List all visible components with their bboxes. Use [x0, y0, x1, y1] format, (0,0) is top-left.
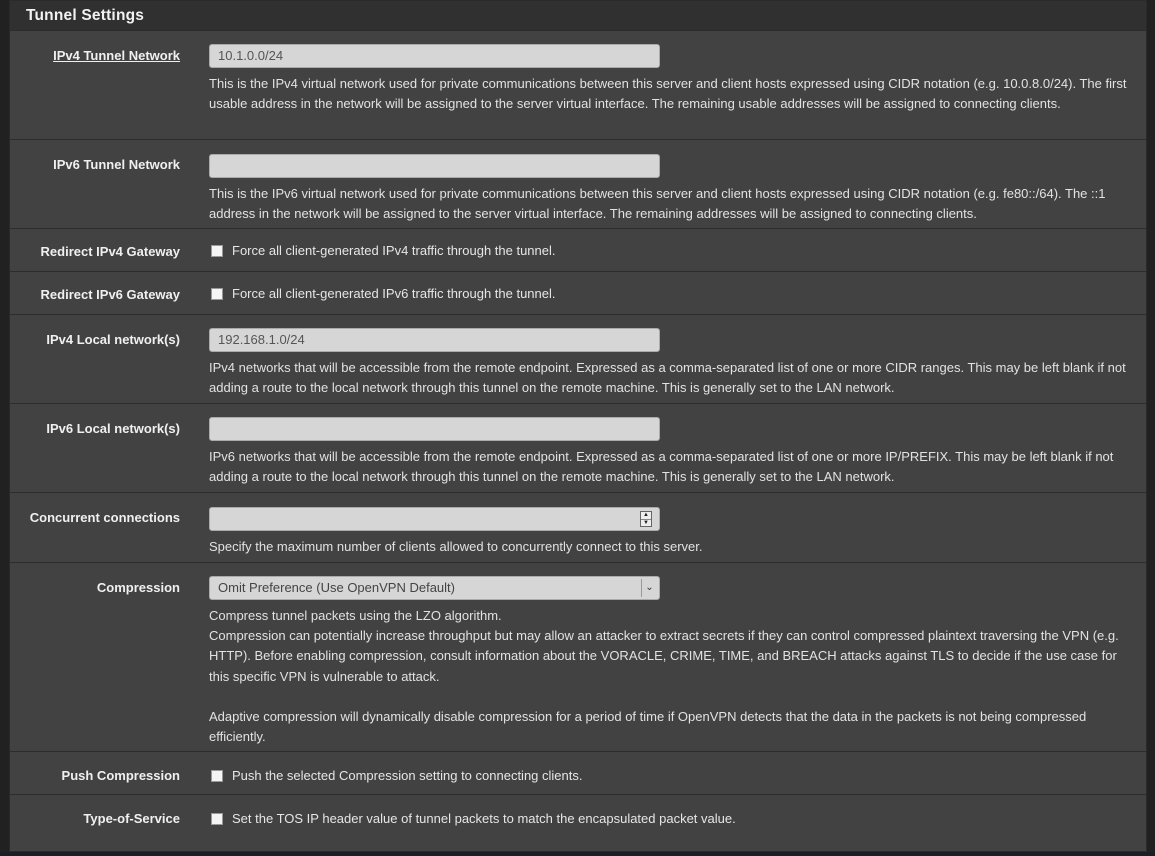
- ipv6-local-networks-input[interactable]: [209, 417, 660, 441]
- concurrent-connections-label: Concurrent connections: [29, 510, 180, 525]
- redirect-ipv4-gateway-checkbox[interactable]: [211, 245, 223, 257]
- ipv6-tunnel-network-label: IPv6 Tunnel Network: [53, 157, 180, 172]
- concurrent-connections-input[interactable]: [209, 507, 660, 531]
- ipv4-tunnel-network-label[interactable]: IPv4 Tunnel Network: [53, 48, 180, 63]
- tunnel-settings-panel: [9, 0, 1147, 852]
- compression-label: Compression: [96, 580, 180, 595]
- bottom-edge: [0, 852, 1155, 856]
- redirect-ipv6-gateway-text: Force all client-generated IPv6 traffic through the tunnel.: [232, 286, 556, 301]
- row-compression: [10, 563, 1146, 752]
- ipv6-tunnel-network-input[interactable]: [209, 154, 660, 178]
- redirect-ipv6-gateway-label: Redirect IPv6 Gateway: [40, 287, 180, 302]
- row-ipv6-tunnel-network: [10, 140, 1146, 229]
- spin-down-icon[interactable]: ▼: [641, 519, 651, 527]
- ipv6-local-networks-label: IPv6 Local network(s): [46, 421, 180, 436]
- push-compression-text: Push the selected Compression setting to connecting clients.: [232, 768, 583, 783]
- ipv4-tunnel-network-input[interactable]: 10.1.0.0/24: [209, 44, 660, 68]
- row-push-compression: [10, 752, 1146, 795]
- ipv4-local-networks-help: IPv4 networks that will be accessible from the remote endpoint. Expressed as a comma-separated list of one or more CIDR ranges. This may be left blank if not adding a route to the local network through this tunnel on the remote machine. This is generally set to the LAN network.: [209, 360, 1126, 396]
- type-of-service-label: Type-of-Service: [83, 811, 180, 826]
- redirect-ipv4-gateway-label: Redirect IPv4 Gateway: [40, 244, 180, 259]
- row-ipv6-local-networks: [10, 404, 1146, 493]
- compression-help: Compress tunnel packets using the LZO algorithm. Compression can potentially increase throughput but may allow an attacker to extract secrets if they can control compressed plaintext traversing the VPN (e.g. HTTP). Before enabling compression, consult information about the VORACLE, CRIME, TIME, and BREACH attacks against TLS to decide if the use case for this specific VPN is vulnerable to attack. Adaptive compression will dynamically disable compression for a period of time if OpenVPN detects that the data in the packets is not being compressed efficiently.: [209, 608, 1119, 745]
- type-of-service-text: Set the TOS IP header value of tunnel packets to match the encapsulated packet value.: [232, 811, 736, 826]
- redirect-ipv6-gateway-checkbox[interactable]: [211, 288, 223, 300]
- ipv4-tunnel-network-help: This is the IPv4 virtual network used for private communications between this server and client hosts expressed using CIDR notation (e.g. 10.0.8.0/24). The first usable address in the network will be assigned to the server virtual interface. The remaining usable addresses will be assigned to connecting clients.: [209, 76, 1127, 112]
- chevron-down-icon[interactable]: ⌄: [641, 579, 657, 597]
- compression-select[interactable]: Omit Preference (Use OpenVPN Default) ⌄: [209, 576, 660, 600]
- row-ipv4-local-networks: [10, 315, 1146, 404]
- push-compression-label: Push Compression: [61, 768, 180, 783]
- ipv6-tunnel-network-help: This is the IPv6 virtual network used for private communications between this server and client hosts expressed using CIDR notation (e.g. fe80::/64). The ::1 address in the network will be assigned to the server virtual interface. The remaining addresses will be assigned to connecting clients.: [209, 186, 1106, 222]
- spin-up-icon[interactable]: ▲: [643, 512, 649, 518]
- redirect-ipv4-gateway-text: Force all client-generated IPv4 traffic through the tunnel.: [232, 243, 556, 258]
- ipv4-local-networks-input[interactable]: 192.168.1.0/24: [209, 328, 660, 352]
- row-type-of-service: [10, 795, 1146, 838]
- row-ipv4-tunnel-network: [10, 31, 1146, 140]
- row-redirect-ipv6-gateway: [10, 272, 1146, 315]
- type-of-service-checkbox[interactable]: [211, 813, 223, 825]
- push-compression-checkbox[interactable]: [211, 770, 223, 782]
- ipv6-local-networks-help: IPv6 networks that will be accessible from the remote endpoint. Expressed as a comma-separated list of one or more IP/PREFIX. This may be left blank if not adding a route to the local network through this tunnel on the remote machine. This is generally set to the LAN network.: [209, 449, 1114, 485]
- concurrent-connections-help: Specify the maximum number of clients allowed to concurrently connect to this server.: [209, 539, 703, 554]
- section-title: Tunnel Settings: [10, 1, 1146, 31]
- ipv4-local-networks-label: IPv4 Local network(s): [46, 332, 180, 347]
- row-concurrent-connections: [10, 493, 1146, 563]
- number-spinner[interactable]: [640, 511, 652, 527]
- row-redirect-ipv4-gateway: [10, 229, 1146, 272]
